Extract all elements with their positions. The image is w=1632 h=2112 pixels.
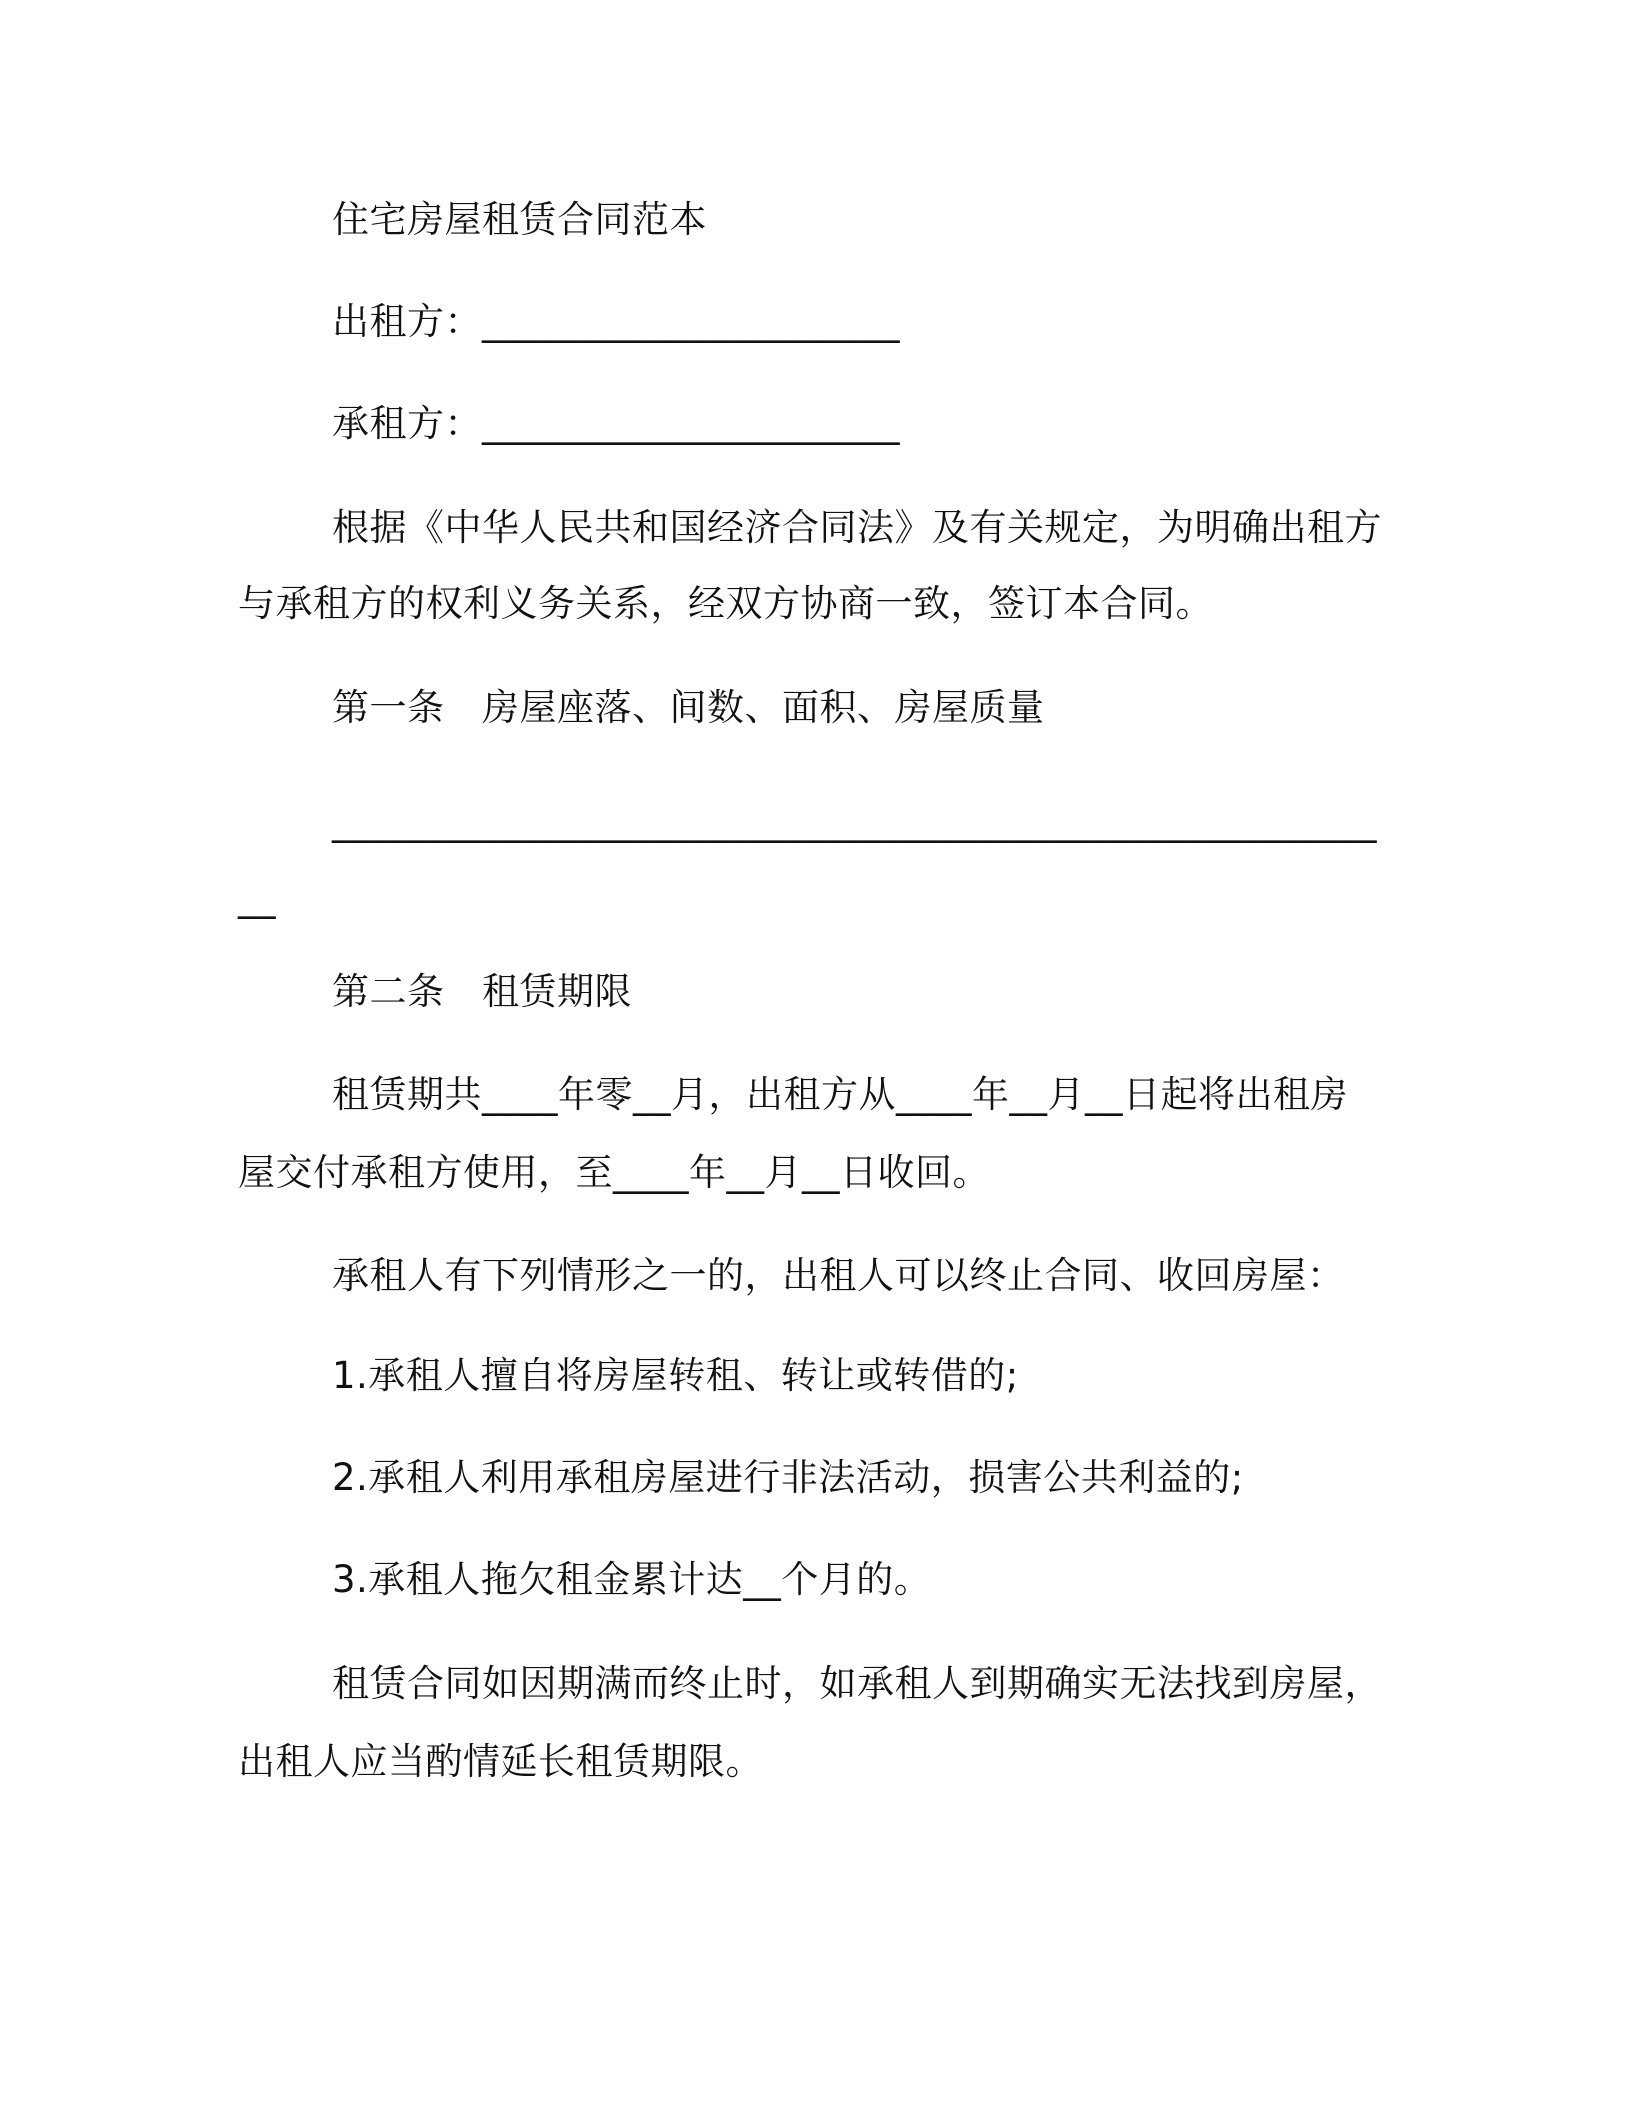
- termination-item-3: 3.承租人拖欠租金累计达__个月的。: [332, 1558, 932, 1601]
- lessor-field: 出租方：______________________: [332, 300, 900, 343]
- extension-paragraph-line-2: 出租人应当酌情延长租赁期限。: [238, 1740, 763, 1783]
- document-title: 住宅房屋租赁合同范本: [332, 198, 707, 241]
- termination-item-1: 1.承租人擅自将房屋转租、转让或转借的;: [332, 1354, 1019, 1397]
- lessee-field: 承租方：______________________: [332, 402, 900, 445]
- term-paragraph-line-1: 租赁期共____年零__月，出租方从____年__月__日起将出租房: [332, 1073, 1348, 1116]
- article-1-blank-line: _______________________________________________________: [332, 800, 1377, 843]
- extension-paragraph-line-1: 租赁合同如因期满而终止时，如承租人到期确实无法找到房屋，: [332, 1662, 1382, 1705]
- intro-paragraph-line-2: 与承租方的权利义务关系，经双方协商一致，签订本合同。: [238, 582, 1213, 625]
- term-paragraph-line-2: 屋交付承租方使用，至____年__月__日收回。: [238, 1151, 990, 1194]
- termination-item-2: 2.承租人利用承租房屋进行非法活动，损害公共利益的;: [332, 1456, 1244, 1499]
- article-2-heading: 第二条 租赁期限: [332, 970, 632, 1013]
- termination-intro: 承租人有下列情形之一的，出租人可以终止合同、收回房屋：: [332, 1254, 1345, 1297]
- article-1-blank-line-continued: __: [238, 876, 276, 919]
- intro-paragraph-line-1: 根据《中华人民共和国经济合同法》及有关规定，为明确出租方: [332, 506, 1382, 549]
- article-1-heading: 第一条 房屋座落、间数、面积、房屋质量: [332, 686, 1045, 729]
